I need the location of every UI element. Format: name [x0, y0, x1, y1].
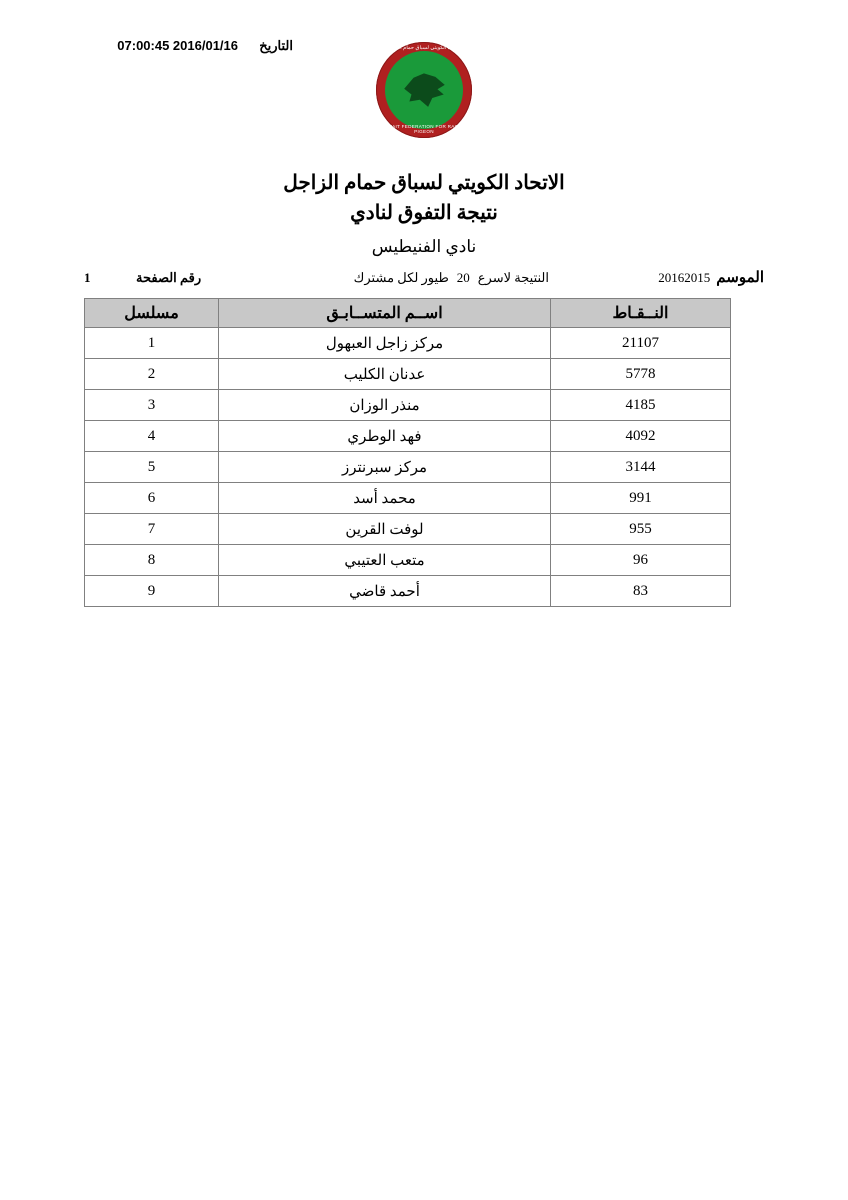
cell-serial: 3 — [85, 390, 219, 421]
date-value: 07:00:45 2016/01/16 — [117, 38, 238, 53]
cell-serial: 5 — [85, 452, 219, 483]
cell-name: لوفت القرين — [219, 514, 551, 545]
table-row — [85, 390, 731, 421]
logo-inner-disc — [385, 51, 463, 129]
page-title: الاتحاد الكويتي لسباق حمام الزاجل — [283, 172, 565, 194]
logo-english-text: KUWAIT FEDERATION FOR RACING PIGEON — [380, 124, 468, 134]
table-row — [85, 421, 731, 452]
criteria-suffix: طيور لكل مشترك — [353, 270, 449, 285]
cell-serial: 1 — [85, 328, 219, 359]
cell-name: محمد أسد — [219, 483, 551, 514]
cell-points: 83 — [551, 576, 731, 607]
cell-points: 955 — [551, 514, 731, 545]
cell-serial: 9 — [85, 576, 219, 607]
season-label: الموسم — [716, 270, 764, 286]
date-label: التاريخ — [259, 38, 293, 53]
title-block — [0, 168, 848, 262]
cell-name: عدنان الكليب — [219, 359, 551, 390]
cell-points: 4092 — [551, 421, 731, 452]
season-info — [658, 268, 764, 287]
club-name: نادي الفنيطيس — [371, 237, 477, 256]
table-row — [85, 514, 731, 545]
logo-arabic-text: الاتحاد الكويتي لسباق حمام الزاجل — [387, 45, 461, 51]
table-row — [85, 483, 731, 514]
cell-name: مركز سبرنترز — [219, 452, 551, 483]
cell-points: 3144 — [551, 452, 731, 483]
cell-points: 4185 — [551, 390, 731, 421]
cell-name: متعب العتيبي — [219, 545, 551, 576]
cell-serial: 6 — [85, 483, 219, 514]
cell-name: مركز زاجل العبهول — [219, 328, 551, 359]
page-subtitle: نتيجة التفوق لنادي — [350, 202, 498, 224]
table-header-row — [85, 299, 731, 328]
cell-serial: 4 — [85, 421, 219, 452]
page-number-value: 1 — [84, 270, 91, 285]
cell-points: 21107 — [551, 328, 731, 359]
cell-name: منذر الوزان — [219, 390, 551, 421]
report-meta — [84, 268, 764, 290]
column-header-points: النــقـاط — [551, 299, 731, 328]
criteria-number: 20 — [456, 270, 470, 285]
cell-name: فهد الوطري — [219, 421, 551, 452]
table-row — [85, 328, 731, 359]
criteria-prefix: النتيجة لاسرع — [477, 270, 549, 285]
page-number-label: رقم الصفحة — [136, 270, 202, 285]
pigeon-icon — [399, 69, 451, 113]
table-row — [85, 545, 731, 576]
cell-serial: 8 — [85, 545, 219, 576]
cell-name: أحمد قاضي — [219, 576, 551, 607]
table-row — [85, 452, 731, 483]
cell-serial: 7 — [85, 514, 219, 545]
federation-logo — [376, 42, 472, 138]
cell-serial: 2 — [85, 359, 219, 390]
cell-points: 96 — [551, 545, 731, 576]
table-row — [85, 359, 731, 390]
column-header-serial: مسلسل — [85, 299, 219, 328]
results-table — [84, 298, 731, 607]
table-row — [85, 576, 731, 607]
cell-points: 991 — [551, 483, 731, 514]
column-header-name: اســم المتســابـق — [219, 299, 551, 328]
season-years: 20162015 — [658, 270, 711, 285]
cell-points: 5778 — [551, 359, 731, 390]
result-criteria — [354, 270, 549, 286]
